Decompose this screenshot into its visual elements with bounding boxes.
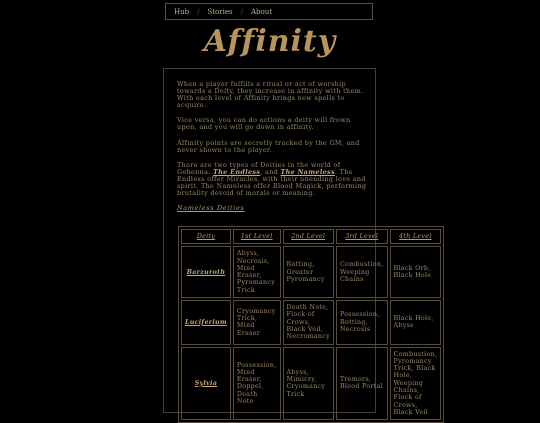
paragraph-deity-types xyxy=(177,162,367,197)
nav-about-link[interactable]: About xyxy=(250,7,273,16)
column-header-level-3: 3rd Level xyxy=(336,229,388,244)
section-heading-nameless[interactable]: Nameless Deities xyxy=(177,204,245,213)
table-cell: Abyss, Necrosis, Mind Eraser, Pyromancy Trick xyxy=(233,246,281,298)
deity-name-cell[interactable]: Sylvia xyxy=(181,347,231,421)
table-row xyxy=(181,300,441,344)
column-header-level-1: 1st Level xyxy=(233,229,281,244)
table-cell: Combustion, Pyromancy Trick, Black Hole, Weeping Chains, Flock of Crows, Black Veil xyxy=(390,347,442,421)
paragraph-vice-versa: Vice versa, you can do actions a deity will frown upon, and you will go down in affinity. xyxy=(177,116,351,132)
endless-link[interactable]: The Endless xyxy=(213,167,261,176)
table-row xyxy=(181,246,441,298)
deity-name-cell[interactable]: Luciferium xyxy=(181,300,231,344)
table-cell: Rotting, Greater Pyromancy xyxy=(283,246,334,298)
table-cell: Cryomancy Trick, Mind Eraser xyxy=(233,300,281,344)
page-title: Affinity xyxy=(203,24,337,59)
nav-separator: / xyxy=(240,7,243,16)
nav-separator: / xyxy=(197,7,200,16)
nav-hub-link[interactable]: Hub xyxy=(174,7,190,16)
content-body xyxy=(177,81,367,220)
column-header-level-2: 2nd Level xyxy=(283,229,334,244)
column-header-level-4: 4th Level xyxy=(390,229,442,244)
table-cell: Death Note, Flock of Crows, Black Veil, Necromancy xyxy=(283,300,334,344)
table-cell: Abyss, Mimicry, Cryomancy Trick xyxy=(283,347,334,421)
deity-types-text-a: There are two types of Deities in the world of Gehenna. xyxy=(177,160,341,176)
table-cell: Black Orb, Black Hole xyxy=(390,246,442,298)
table-cell: Combustion, Weeping Chains xyxy=(336,246,388,298)
table-header-row xyxy=(181,229,441,244)
nav-stories-link[interactable]: Stories xyxy=(207,7,233,16)
paragraph-intro: When a player fulfills a ritual or act of worship towards a Deity, they increase in affinity with them. With each level of Affinity brings new spells to acquire. xyxy=(177,80,364,110)
deity-table xyxy=(178,226,444,423)
paragraph-tracking: Affinity points are secretly tracked by the GM, and never shown to the player. xyxy=(177,138,360,154)
deity-types-text-b: , and xyxy=(260,167,279,176)
table-cell: Possession, Mind Eraser, Doppel, Death Note xyxy=(233,347,281,421)
table-cell: Black Hole, Abyss xyxy=(390,300,442,344)
nameless-link[interactable]: The Nameless xyxy=(280,167,335,176)
table-cell: Possession, Rotting, Necrosis xyxy=(336,300,388,344)
table-cell: Tremors, Blood Portal xyxy=(336,347,388,421)
deity-types-text-c: . The Endless offer Miracles, with their unending love and spirit. The Nameless offer Blood Magick, performing brutality devoid of morals or meaning. xyxy=(177,167,367,198)
column-header-deity: Deity xyxy=(181,229,231,244)
deity-name-cell[interactable]: Barzuroth xyxy=(181,246,231,298)
table-row xyxy=(181,347,441,421)
top-nav xyxy=(165,3,373,20)
